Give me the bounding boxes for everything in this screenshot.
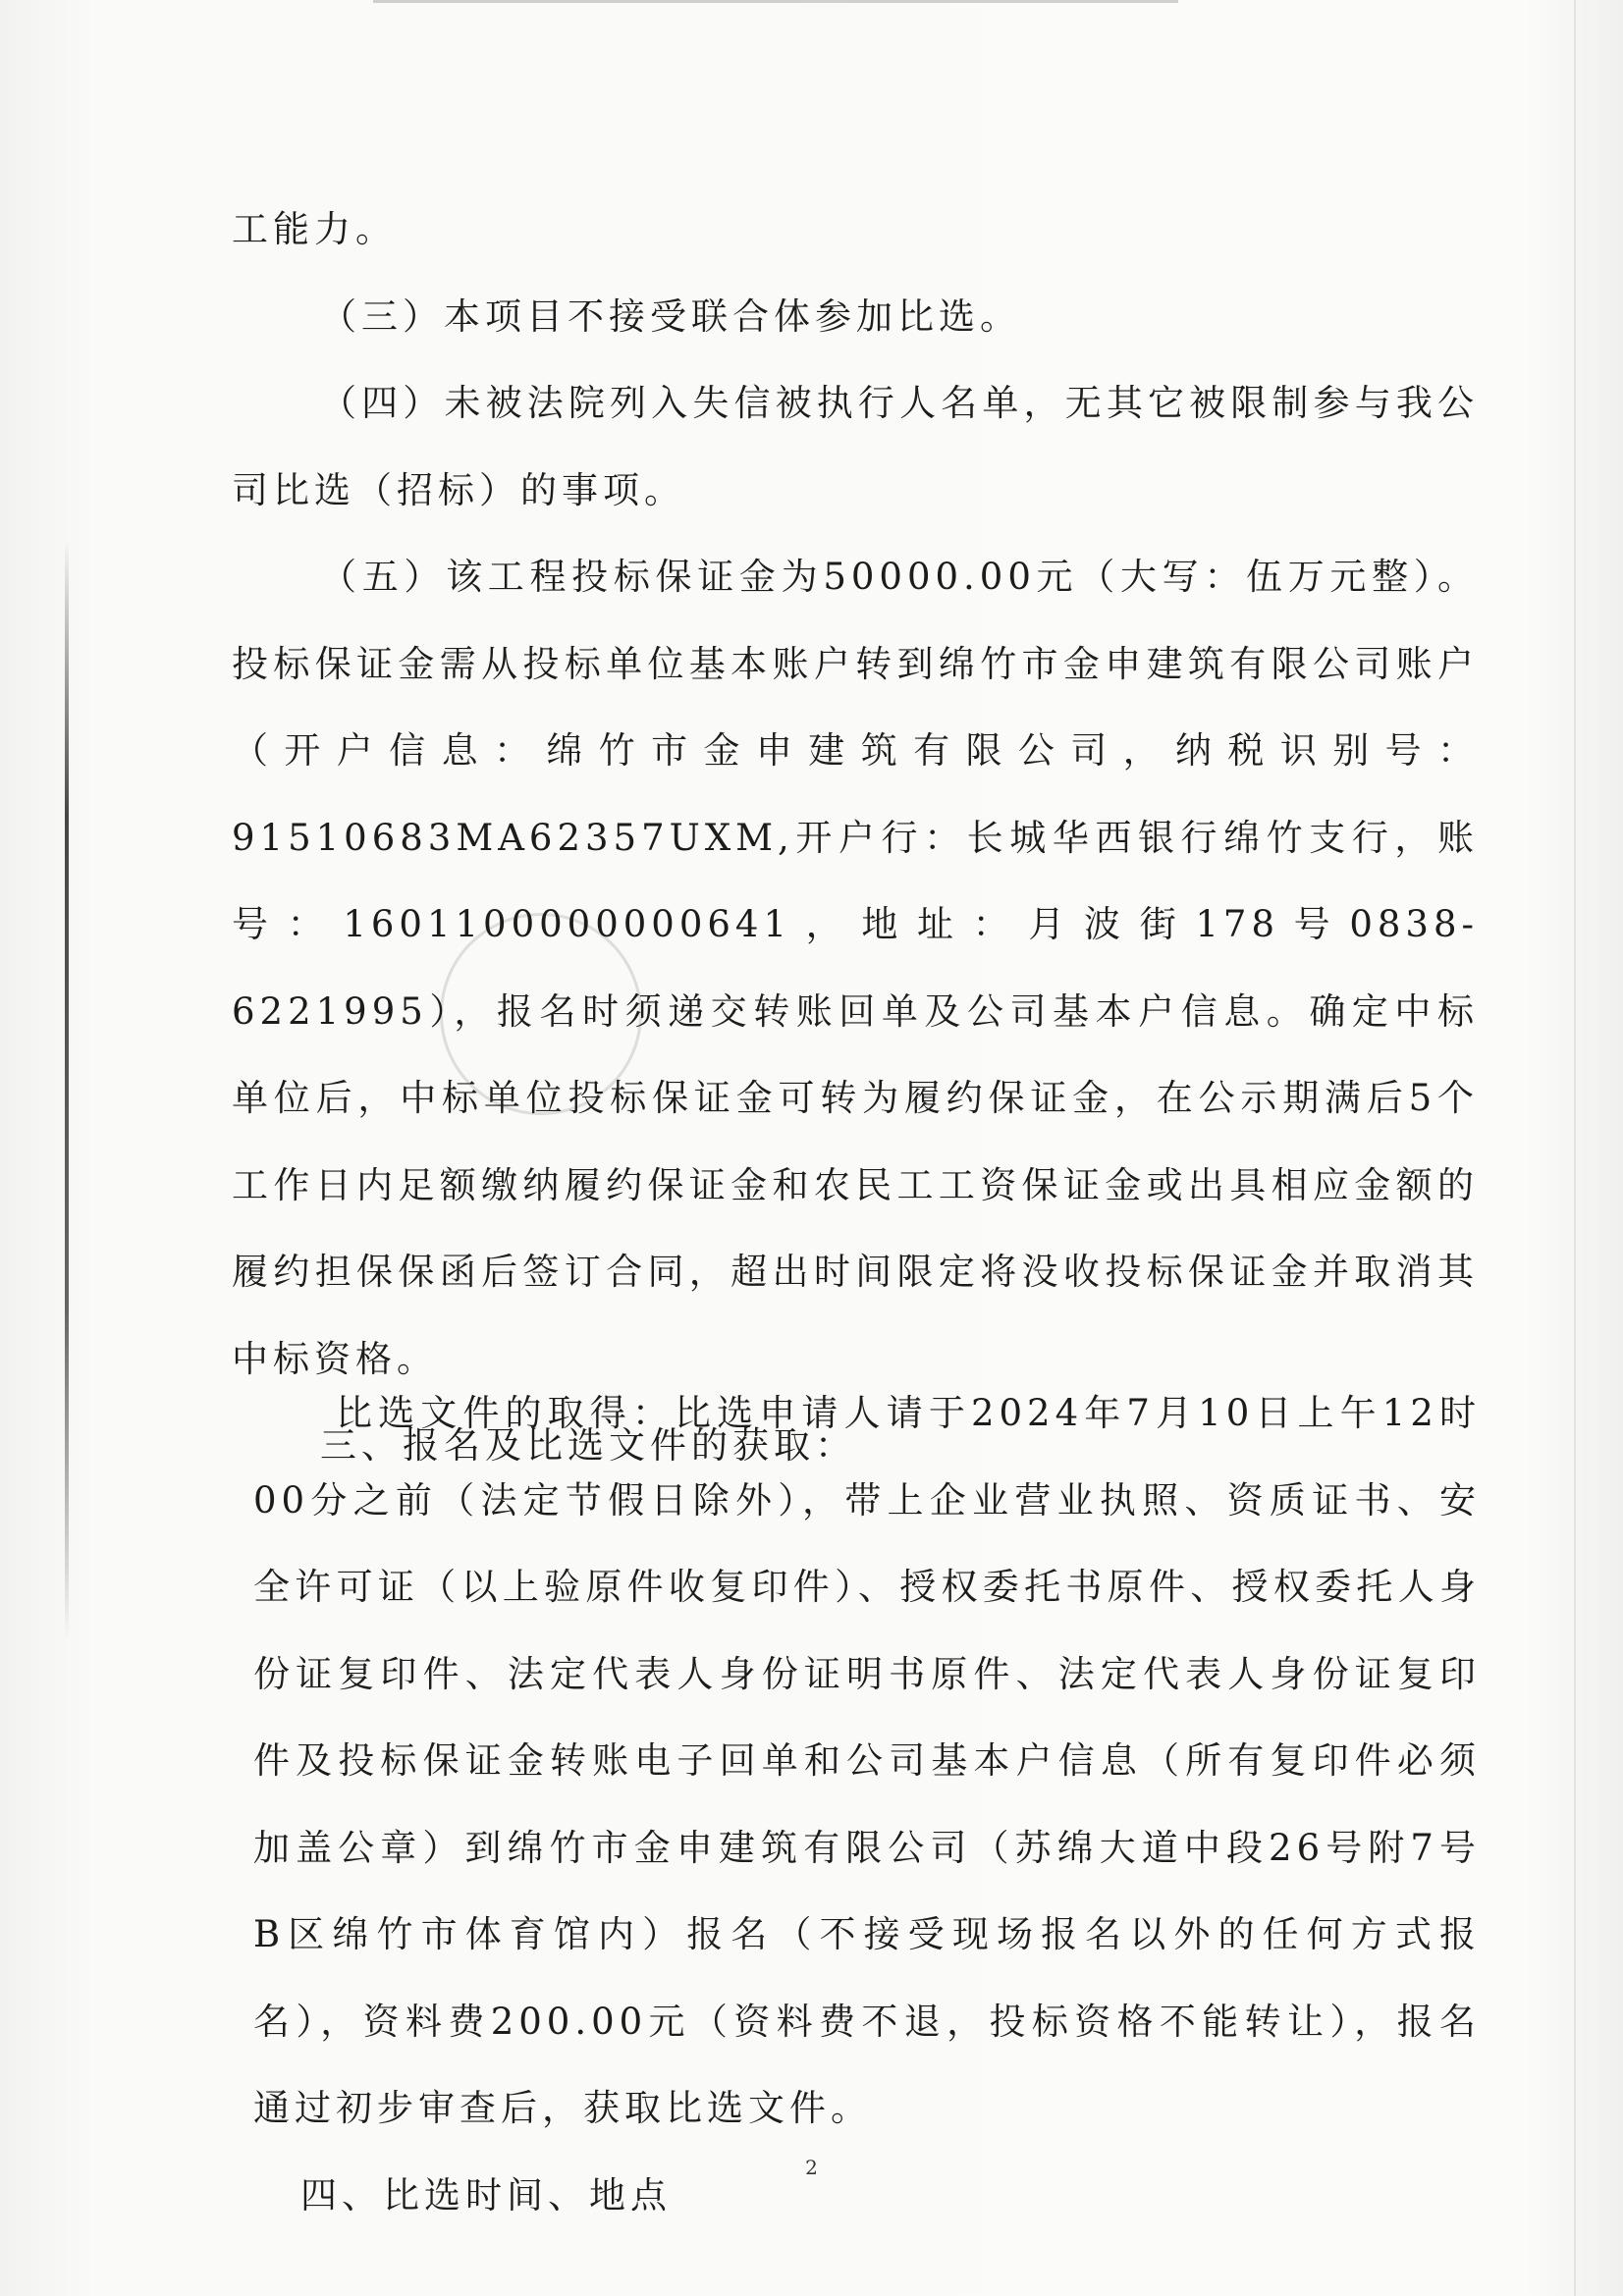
body-text-lower: [253, 1370, 1481, 2239]
paragraph-document-acquisition: 比选文件的取得：比选申请人请于2024年7月10日上午12时00分之前（法定节假日除外），带上企业营业执照、资质证书、安全许可证（以上验原件收复印件）、授权委托书原件、授权委托人身份证复印件、法定代表人身份证明书原件、法定代表人身份证复印件及投标保证金转账电子回单和公司基本户信息（所有复印件必须加盖公章）到绵竹市金申建筑有限公司（苏绵大道中段26号附7号B区绵竹市体育馆内）报名（不接受现场报名以外的任何方式报名），资料费200.00元（资料费不退，投标资格不能转让），报名通过初步审查后，获取比选文件。: [253, 1392, 1481, 2129]
page-number: 2: [805, 2156, 818, 2179]
paragraph-continuation: 工能力。: [232, 208, 397, 250]
paragraph-item-4: （四）未被法院列入失信被执行人名单，无其它被限制参与我公司比选（招标）的事项。: [232, 382, 1479, 511]
paragraph-item-3: （三）本项目不接受联合体参加比选。: [320, 294, 1021, 338]
section-heading-3: 三、报名及比选文件的获取：: [320, 1424, 856, 1467]
scan-top-artifact: [373, 0, 1178, 3]
body-text-upper: [232, 187, 1479, 1490]
paragraph-item-5: （五）该工程投标保证金为50000.00元（大写：伍万元整）。投标保证金需从投标单位基本账户转到绵竹市金申建筑有限公司账户（开户信息：绵竹市金申建筑有限公司，纳税识别号：91510683MA62357UXM,开户行：长城华西银行绵竹支行，账号：1601100000000641，地址：月波街178号0838-6221995），报名时须递交转账回单及公司基本户信息。确定中标单位后，中标单位投标保证金可转为履约保证金，在公示期满后5个工作日内足额缴纳履约保证金和农民工工资保证金或出具相应金额的履约担保保函后签订合同，超出时间限定将没收投标保证金并取消其中标资格。: [232, 556, 1479, 1380]
scan-left-shadow: [65, 540, 69, 1639]
section-heading-4: 四、比选时间、地点: [300, 2173, 672, 2216]
scan-right-edge: [1574, 0, 1576, 2296]
